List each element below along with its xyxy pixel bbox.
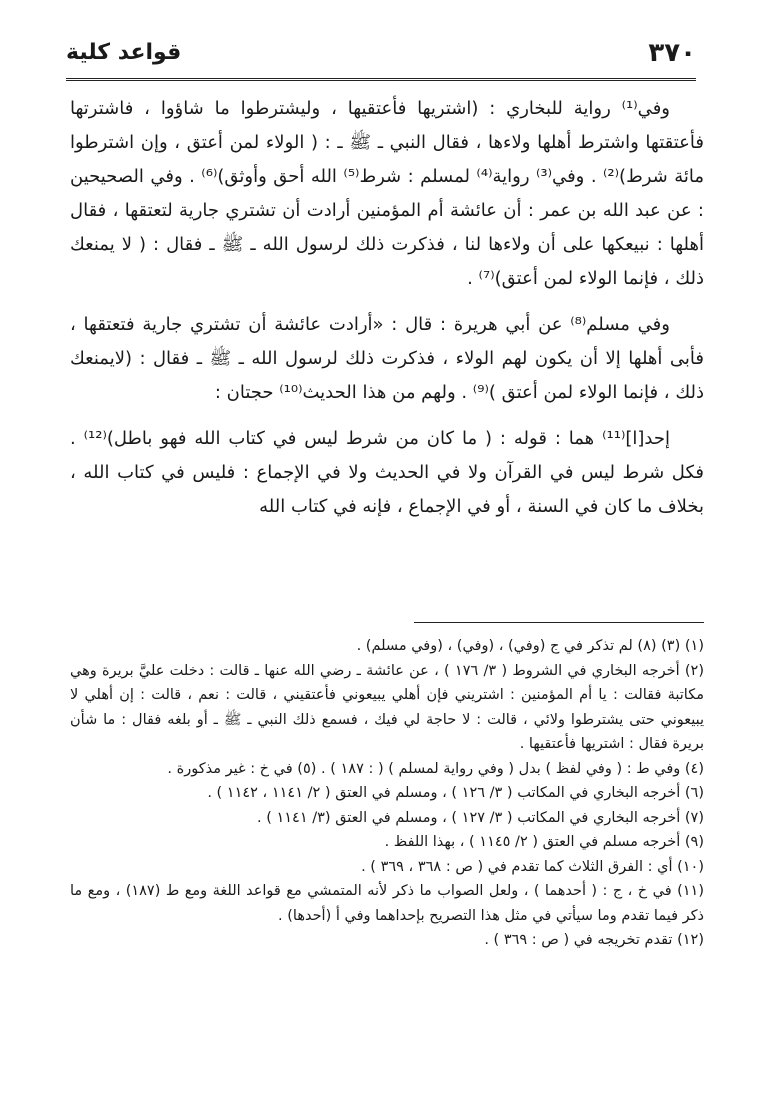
footnote: (٤) وفي ط : ( وفي لفظ ) بدل ( وفي رواية لمسلم ) ( : ١٨٧ ) . (٥) في خ : غير مذكورة . bbox=[167, 760, 704, 777]
running-title: قواعد كلية bbox=[66, 40, 182, 65]
footnote-separator bbox=[414, 622, 704, 623]
page-number: ٣٧٠ bbox=[648, 38, 696, 68]
footnotes bbox=[70, 634, 704, 953]
footnote: (١٠) أي : الفرق الثلاث كما تقدم في ( ص : ٣٦٨ ، ٣٦٩ ) . bbox=[361, 858, 704, 875]
footnote: (٧) أخرجه البخاري في المكاتب ( ٣/ ١٢٧ ) ، ومسلم في العتق (٣/ ١١٤١ ) . bbox=[256, 809, 704, 826]
page-header bbox=[66, 40, 696, 81]
footnote: (١) (٣) (٨) لم تذكر في ج (وفي) ، (وفي) ، (وفي مسلم) . bbox=[356, 638, 704, 654]
footnote: (١٢) تقدم تخريجه في ( ص : ٣٦٩ ) . bbox=[484, 932, 704, 948]
paragraph: وفي⁽¹⁾ رواية للبخاري : (اشتريها فأعتقيها ، وليشترطوا ما شاؤوا ، فاشترتها فأعتقتها واشترط أهلها ولاءها ، فقال النبي ـ ﷺ ـ : ( الولاء لمن أعتق ، وإن اشترطوا مائة شرط)⁽²⁾ . وفي⁽³⁾ رواية⁽⁴⁾ لمسلم : شرط⁽⁵⁾ الله أحق وأوثق)⁽⁶⁾ . وفي الصحيحين : عن عبد الله بن عمر : أن عائشة أم المؤمنين أرادت أن تشتري جارية لتعتقها ، فقال أهلها : نبيعكها على أن ولاءها لنا ، فذكرت ذلك لرسول الله ـ ﷺ ـ فقال : ( لا يمنعك ذلك ، فإنما الولاء لمن أعتق)⁽⁷⁾ . bbox=[70, 98, 704, 289]
footnote: (٢) أخرجه البخاري في الشروط ( ٣/ ١٧٦ ) ، عن عائشة ـ رضي الله عنها ـ قالت : دخلت عليَّ بريرة وهي مكاتبة فقالت : يا أم المؤمنين : اشتريني فإن أهلي يبيعوني فأعتقيني ، قالت : نعم ، قالت : إن أهلي لا يبيعوني حتى يشترطوا ولائي ، قالت : لا حاجة لي فيك ، فسمع ذلك النبي ـ ﷺ ـ أو بلغه فقال : ما شأن بريرة فقال : اشتريها فأعتقيها . bbox=[70, 662, 704, 752]
footnote: (١١) في خ ، ج : ( أحدهما ) ، ولعل الصواب ما ذكر لأنه المتمشي مع قواعد اللغة ومع ط (١٨٧) ، ومع ما ذكر فيما تقدم وما سيأتي في مثل هذا التصريح بإحداهما وفي أ (أحدها) . bbox=[70, 883, 704, 924]
main-text bbox=[70, 92, 704, 536]
paragraph: وفي مسلم⁽⁸⁾ عن أبي هريرة : قال : «أرادت عائشة أن تشتري جارية فتعتقها ، فأبى أهلها إلا أن يكون لهم الولاء ، فذكرت ذلك لرسول الله ـ ﷺ ـ فقال : (لايمنعك ذلك ، فإنما الولاء لمن أعتق )⁽⁹⁾ . ولهم من هذا الحديث⁽¹⁰⁾ حجتان : bbox=[70, 314, 704, 403]
footnote: (٩) أخرجه مسلم في العتق ( ٢/ ١١٤٥ ) ، بهذا اللفظ . bbox=[384, 834, 704, 850]
paragraph: إحد[ا]⁽¹¹⁾ هما : قوله : ( ما كان من شرط ليس في كتاب الله فهو باطل)⁽¹²⁾ . فكل شرط ليس في القرآن ولا في الحديث ولا في الإجماع : فليس في كتاب الله ، بخلاف ما كان في السنة ، أو في الإجماع ، فإنه في كتاب الله bbox=[70, 428, 704, 517]
footnote: (٦) أخرجه البخاري في المكاتب ( ٣/ ١٢٦ ) ، ومسلم في العتق ( ٢/ ١١٤١ ، ١١٤٢ ) . bbox=[207, 785, 704, 801]
